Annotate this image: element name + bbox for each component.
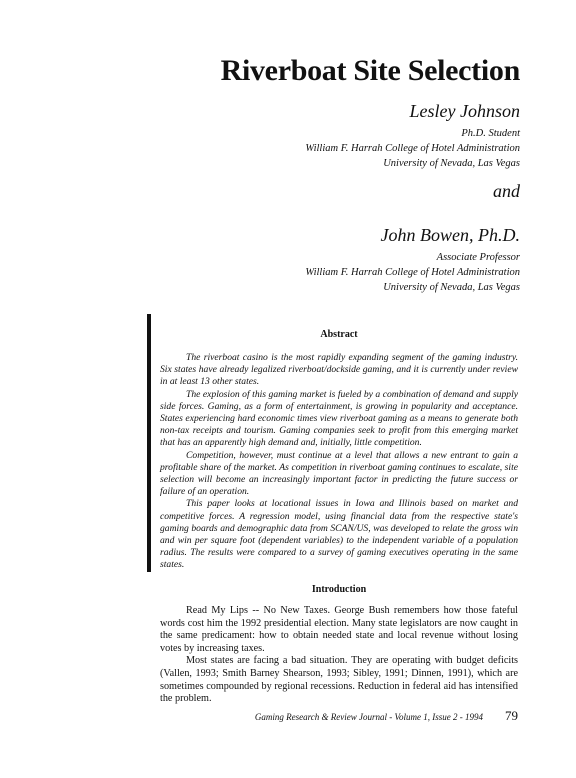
author-two-college: William F. Harrah College of Hotel Administration [305, 267, 520, 278]
introduction-heading: Introduction [311, 584, 367, 595]
author-one-university: University of Nevada, Las Vegas [383, 158, 520, 169]
author-two-name: John Bowen, Ph.D. [380, 225, 520, 245]
author-two-university: University of Nevada, Las Vegas [383, 282, 520, 293]
abstract-paragraph: The riverboat casino is the most rapidly expanding segment of the gaming industry. Six states have already legalized riverboat/dockside gaming, and it is currently under review in at least 13 other states. [160, 352, 518, 388]
footer-journal-citation: Gaming Research & Review Journal - Volume 1, Issue 2 - 1994 [254, 712, 483, 722]
author-two-block [305, 225, 520, 295]
article-title: Riverboat Site Selection [220, 54, 520, 87]
introduction-body [160, 605, 518, 706]
author-conjunction: and [493, 181, 520, 201]
author-one-name: Lesley Johnson [409, 101, 520, 121]
page-number: 79 [505, 708, 518, 723]
introduction-paragraph: Read My Lips -- No New Taxes. George Bush remembers how those fateful words cost him the 1992 presidential election. Many state legislators are now caught in the same predicament: how to obtain needed state and local revenue without losing votes by increasing taxes. [160, 605, 518, 654]
abstract-paragraph: Competition, however, must continue at a level that allows a new entrant to gain a profitable share of the market. As competition in riverboat gaming continues to escalate, site selection will become an increasingly important factor in predicting the future success or failure of an operation. [160, 449, 518, 498]
abstract-sidebar-rule [147, 314, 151, 572]
author-one-role: Ph.D. Student [461, 128, 520, 139]
abstract-heading: Abstract [320, 329, 358, 340]
author-one-block [305, 101, 520, 171]
abstract-body [160, 352, 518, 572]
abstract-paragraph: This paper looks at locational issues in Iowa and Illinois based on market and competitive forces. A regression model, using financial data from the respective state's gaming boards and demographic data from SCAN/US, was developed to relate the gross win and win per square foot (dependent variables) to the independent variable of a population radius. The results were compared to a survey of gaming executives operating in the same states. [160, 498, 518, 571]
introduction-paragraph: Most states are facing a bad situation. They are operating with budget deficits (Vallen, 1993; Smith Barney Shearson, 1993; Sibley, 1991; Dinnen, 1991), which are sometimes compounded by regional recessions. Reduction in federal aid has intensified the problem. [160, 655, 518, 705]
page-footer [160, 708, 518, 724]
abstract-paragraph: The explosion of this gaming market is fueled by a combination of demand and supply side forces. Gaming, as a form of entertainment, is growing in popularity and acceptance. States experiencing hard economic times view riverboat gaming as a means to generate both non-tax receipts and tourism. Gaming companies seek to profit from this emerging market that has an apparently high demand and, initially, little competition. [160, 388, 518, 449]
author-two-role: Associate Professor [436, 252, 520, 263]
author-one-college: William F. Harrah College of Hotel Administration [305, 143, 520, 154]
